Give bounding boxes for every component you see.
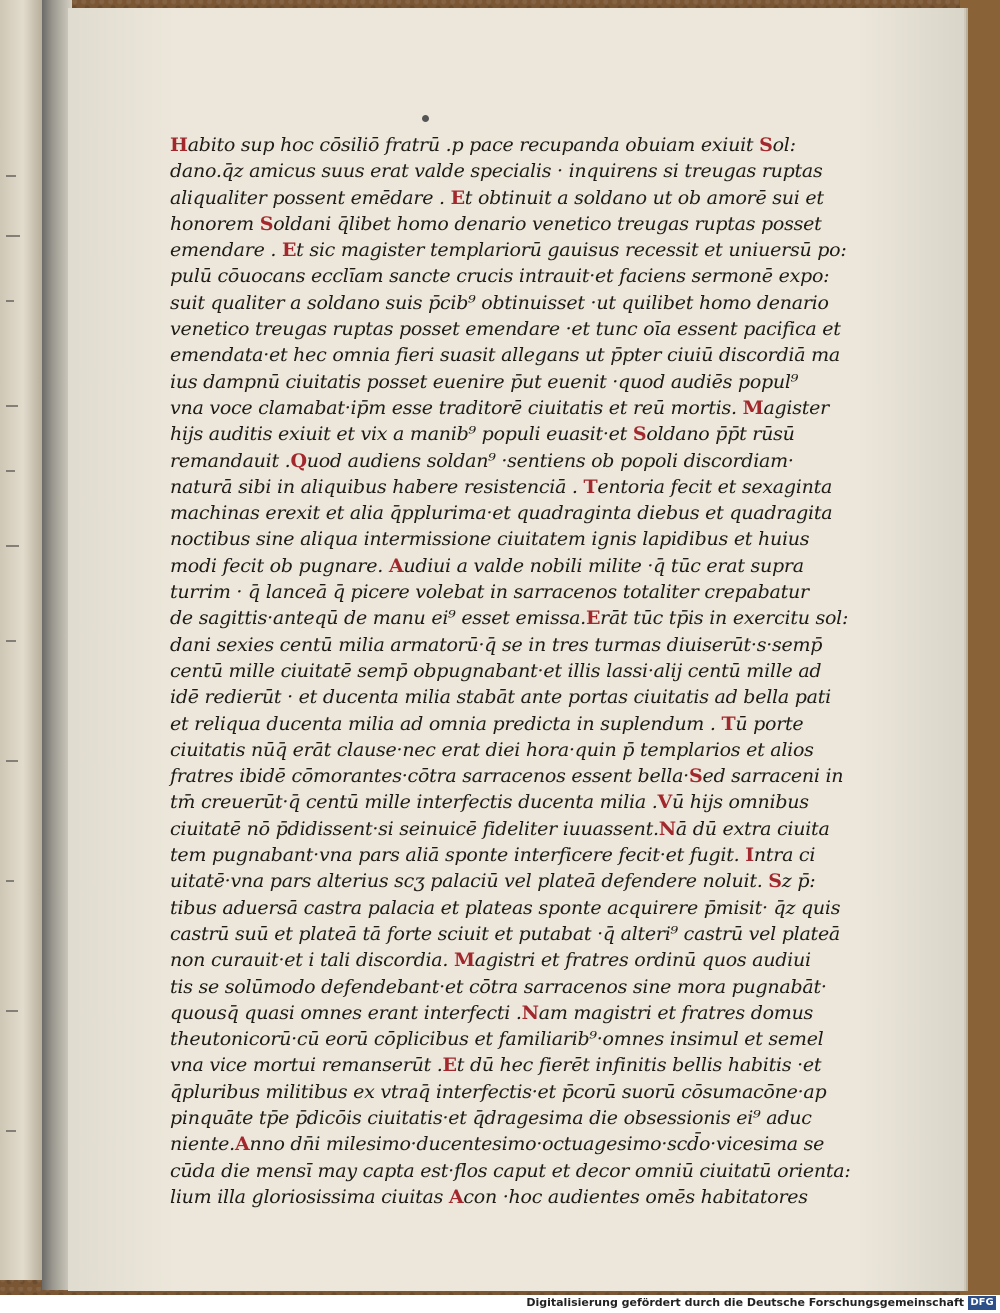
text-run: agister xyxy=(763,396,829,419)
text-run: z p̄: xyxy=(781,870,816,893)
text-line xyxy=(170,342,840,368)
facing-page-mark xyxy=(6,470,15,472)
text-run: ol: xyxy=(772,134,796,156)
facing-page-mark xyxy=(6,1130,16,1132)
text-run: dano.q̄z amicus suus erat valde specialis · inquirens si treugas ruptas xyxy=(170,160,823,183)
text-line xyxy=(170,1000,814,1026)
text-run: oldani q̄libet homo denario venetico treugas ruptas posset xyxy=(273,212,822,235)
text-line xyxy=(170,947,810,973)
rubricated-initial: A xyxy=(388,554,404,577)
text-run: ed sarraceni in xyxy=(702,765,844,788)
rubricated-initial: S xyxy=(632,423,647,446)
text-run: ntra ci xyxy=(753,844,816,867)
text-run: modi fecit ob pugnare. xyxy=(170,554,389,577)
text-run: theutonicorū·cū eorū cōplicibus et familiarib⁹·omnes insimul et semel xyxy=(170,1028,824,1051)
text-line xyxy=(170,132,810,158)
text-line xyxy=(170,1131,825,1157)
text-line xyxy=(170,185,824,211)
facing-page-mark xyxy=(6,175,16,177)
text-run: pinquāte tp̄e p̄dicōis ciuitatis·et q̄dragesima die obsessionis ei⁹ aduc xyxy=(170,1106,812,1129)
rubricated-initial: N xyxy=(658,817,676,840)
text-run: aliqualiter possent emēdare . xyxy=(170,186,451,209)
text-run: fratres ibidē cōmorantes·cōtra sarracenos essent bella· xyxy=(170,765,689,788)
facing-page-edge xyxy=(0,0,42,1280)
rubricated-initial: E xyxy=(442,1054,457,1077)
text-run: con ·hoc audientes omēs habitatores xyxy=(463,1185,808,1208)
text-run: venetico treugas ruptas posset emendare ·et tunc oīa essent pacifica et xyxy=(170,318,841,341)
text-line xyxy=(170,1079,827,1105)
facing-page-mark xyxy=(6,1010,18,1012)
facing-page-mark xyxy=(6,545,19,547)
facing-page-mark xyxy=(6,235,20,237)
text-run: vna voce clamabat·ip̄m esse traditorē ciuitatis et reū mortis. xyxy=(170,396,743,419)
rubricated-initial: E xyxy=(450,186,465,209)
text-run: centū mille ciuitatē semp̄ obpugnabant·et illis lassi·alij centū mille ad xyxy=(170,659,822,682)
text-run: ū hijs omnibus xyxy=(672,791,809,814)
text-line xyxy=(170,290,829,316)
facing-page-mark xyxy=(6,760,18,762)
facing-page-mark xyxy=(6,640,16,642)
text-run: castrū suū et plateā tā forte sciuit et putabat ·q̄ alteri⁹ castrū vel plateā xyxy=(170,922,841,945)
text-line xyxy=(170,1026,824,1052)
text-run: machinas erexit et alia q̄pplurima·et quadraginta diebus et quadragita xyxy=(170,502,833,525)
rubricated-initial: T xyxy=(721,712,736,735)
rubricated-initial: H xyxy=(170,134,188,156)
text-run: t sic magister templariorū gauisus recessit et uniuersū po: xyxy=(296,239,847,262)
text-run: oldano p̄p̄t rūsū xyxy=(646,423,795,446)
text-run: ius dampnū ciuitatis posset euenire p̄ut euenit ·quod audiēs popul⁹ xyxy=(170,370,799,393)
text-line xyxy=(170,1184,810,1210)
text-run: quousq̄ quasi omnes erant interfecti . xyxy=(170,1001,522,1024)
text-line xyxy=(170,395,829,421)
text-line xyxy=(170,316,841,342)
text-run: dani sexies centū milia armatorū·q̄ se in tres turmas diuiserūt·s·semp̄ xyxy=(170,633,823,656)
text-run: t dū hec fierēt infinitis bellis habitis ·et xyxy=(456,1054,822,1077)
facing-page-mark xyxy=(6,405,18,407)
facing-page-mark xyxy=(6,880,14,882)
text-line xyxy=(170,500,833,526)
text-run: lium illa gloriosissima ciuitas xyxy=(170,1185,449,1208)
text-run: am magistri et fratres domus xyxy=(538,1001,814,1024)
rubricated-initial: Q xyxy=(290,449,307,472)
text-line xyxy=(170,974,827,1000)
text-line xyxy=(170,868,816,894)
text-line xyxy=(170,711,810,737)
text-run: suit qualiter a soldano suis p̄cib⁹ obtinuisset ·ut quilibet homo denario xyxy=(170,291,829,314)
text-line xyxy=(170,237,847,263)
text-line xyxy=(170,263,830,289)
text-line xyxy=(170,684,831,710)
text-run: abito sup hoc cōsiliō fratrū .p pace recupanda obuiam exiuit xyxy=(187,134,760,156)
rubricated-initial: N xyxy=(521,1001,539,1024)
rubricated-initial: V xyxy=(657,791,673,814)
text-line xyxy=(170,553,810,579)
rubricated-initial: M xyxy=(742,396,764,419)
rubricated-initial: M xyxy=(453,949,475,972)
text-line xyxy=(170,421,810,447)
text-line xyxy=(170,369,810,395)
text-line xyxy=(170,816,830,842)
text-run: de sagittis·anteqū de manu ei⁹ esset emissa. xyxy=(170,607,586,630)
rubricated-initial: I xyxy=(745,844,754,867)
text-run: turrim · q̄ lanceā q̄ picere volebat in sarracenos totaliter crepabatur xyxy=(170,581,809,604)
text-run: entoria fecit et sexaginta xyxy=(597,475,833,498)
text-run: naturā sibi in aliquibus habere resistenciā . xyxy=(170,475,584,498)
text-run: et reliqua ducenta milia ad omnia predicta in suplendum . xyxy=(170,712,722,735)
text-line xyxy=(170,789,810,815)
text-line xyxy=(170,158,823,184)
text-line xyxy=(170,895,841,921)
footer-bar xyxy=(0,1295,1000,1313)
cover-edge xyxy=(960,0,1000,1295)
text-run: uod audiens soldan⁹ ·sentiens ob popoli discordiam· xyxy=(306,449,794,472)
text-run: idē redierūt · et ducenta milia stabāt ante portas ciuitatis ad bella pati xyxy=(170,686,831,709)
text-run: tem pugnabant·vna pars aliā sponte interficere fecit·et fugit. xyxy=(170,844,746,867)
text-run: hijs auditis exiuit et vix a manib⁹ populi euasit·et xyxy=(170,423,633,446)
rubricated-initial: S xyxy=(259,212,274,235)
text-run: vna vice mortui remanserūt . xyxy=(170,1054,443,1077)
text-run: non curauit·et i tali discordia. xyxy=(170,949,454,972)
text-line xyxy=(170,921,841,947)
recto-page xyxy=(68,8,964,1291)
text-line xyxy=(170,605,849,631)
text-line xyxy=(170,737,814,763)
text-run: remandauit . xyxy=(170,449,291,472)
text-run: tm̄ creuerūt·q̄ centū mille interfectis ducenta milia . xyxy=(170,791,658,814)
rubricated-initial: A xyxy=(234,1133,250,1156)
text-line xyxy=(170,763,844,789)
text-run: rāt tūc tp̄is in exercitu sol: xyxy=(600,607,849,630)
text-run: uitatē·vna pars alterius scʒ palaciū vel plateā defendere noluit. xyxy=(170,870,769,893)
text-run: tibus aduersā castra palacia et plateas sponte acquirere p̄misit· q̄z quis xyxy=(170,896,841,919)
text-line xyxy=(170,1158,851,1184)
text-run: ciuitatis nūq̄ erāt clause·nec erat diei hora·quin p̄ templarios et alios xyxy=(170,738,814,761)
text-run: pulū cōuocans ecclīam sancte crucis intrauit·et faciens sermonē expo: xyxy=(170,265,830,288)
text-line xyxy=(170,211,822,237)
text-line xyxy=(170,448,810,474)
text-run: tis se solūmodo defendebant·et cōtra sarracenos sine mora pugnabāt· xyxy=(170,975,827,998)
text-run: t obtinuit a soldano ut ob amorē sui et xyxy=(464,186,824,209)
rubricated-initial: S xyxy=(759,134,773,156)
text-line xyxy=(170,579,810,605)
rubricated-initial: A xyxy=(448,1185,464,1208)
rubricated-initial: E xyxy=(585,607,601,630)
text-line xyxy=(170,474,833,500)
funding-note: Digitalisierung gefördert durch die Deutsche Forschungsgemeinschaft xyxy=(526,1296,964,1309)
text-run: niente. xyxy=(170,1133,235,1156)
rubricated-initial: E xyxy=(281,239,297,262)
text-line xyxy=(170,1052,822,1078)
text-run: noctibus sine aliqua intermissione ciuitatem ignis lapidibus et huius xyxy=(170,528,810,551)
text-line xyxy=(170,658,822,684)
text-run: emendare . xyxy=(170,239,282,262)
rubricated-initial: T xyxy=(583,475,598,498)
facing-page-mark xyxy=(6,300,14,302)
text-run: nno dn̄i milesimo·ducentesimo·octuagesimo·scd̄o·vicesima se xyxy=(249,1133,825,1156)
text-run: ā dū extra ciuita xyxy=(675,817,830,840)
text-run: ciuitatē nō p̄didissent·si seinuicē fideliter iuuassent. xyxy=(170,817,659,840)
text-run: honorem xyxy=(170,212,260,235)
page-mark-dot xyxy=(422,115,429,122)
text-run: udiui a valde nobili milite ·q̄ tūc erat supra xyxy=(403,554,804,577)
text-line xyxy=(170,842,816,868)
text-line xyxy=(170,1105,810,1131)
text-run: cūda die mensī may capta est·flos caput et decor omniū ciuitatū orienta: xyxy=(170,1159,851,1182)
rubricated-initial: S xyxy=(768,870,782,893)
text-run: q̄pluribus militibus ex vtraq̄ interfectis·et p̄corū suorū cōsumacōne·ap xyxy=(170,1080,827,1103)
rubricated-initial: S xyxy=(688,765,703,788)
text-line xyxy=(170,632,823,658)
text-run: agistri et fratres ordinū quos audiui xyxy=(474,949,811,972)
text-run: emendata·et hec omnia fieri suasit allegans ut p̄pter ciuiū discordiā ma xyxy=(170,344,840,367)
dfg-logo: DFG xyxy=(968,1296,996,1310)
text-line xyxy=(170,526,810,552)
text-block xyxy=(170,132,851,1210)
text-run: ū porte xyxy=(735,712,804,735)
